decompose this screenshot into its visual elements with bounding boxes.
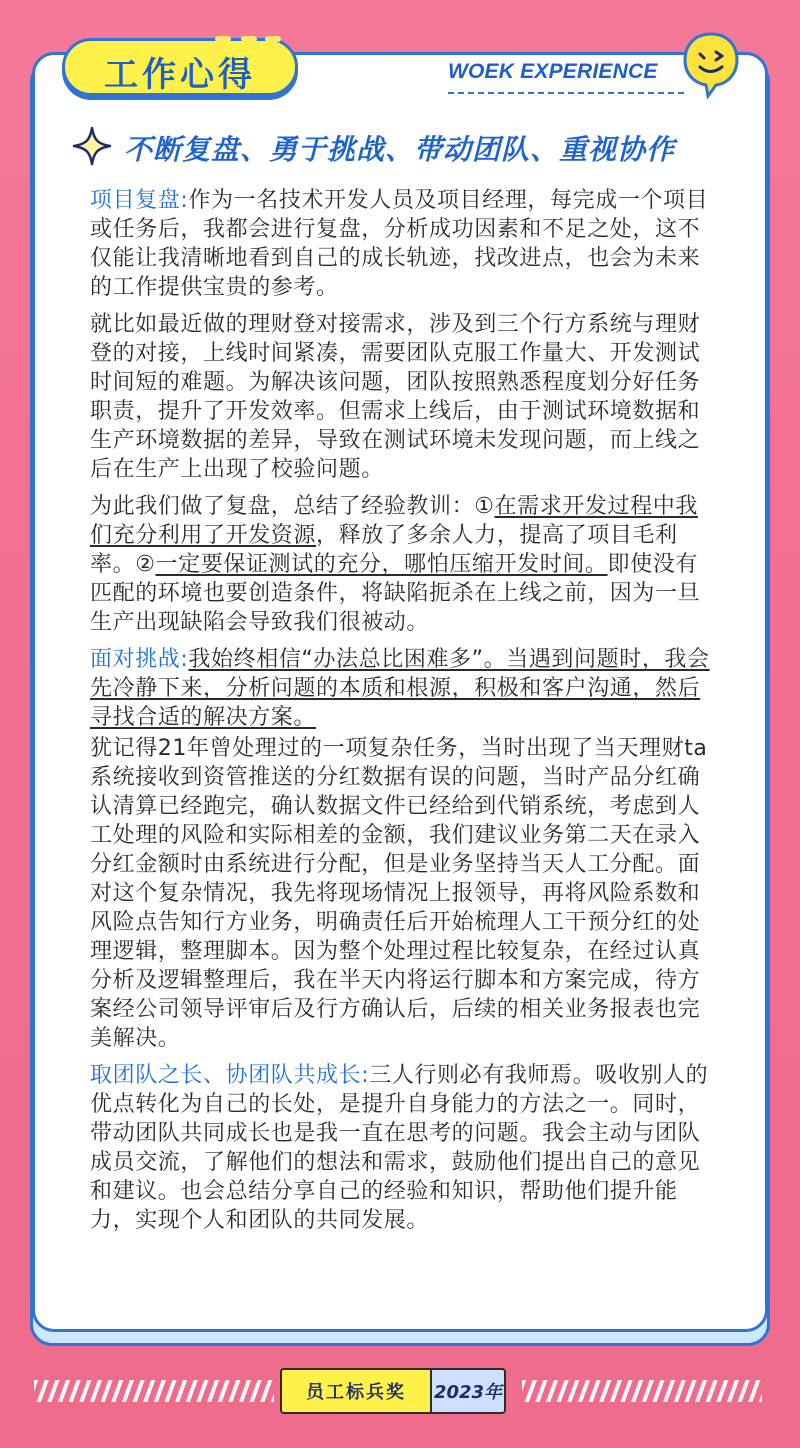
footer-stripes-right xyxy=(522,1380,762,1402)
review-paragraph-1 xyxy=(90,186,718,302)
review-underlined-2: 一定要保证测试的充分，哪怕压缩开发时间。 xyxy=(155,552,608,577)
award-badge-label: 员工标兵奖 xyxy=(282,1370,430,1412)
review-text-3a: 为此我们做了复盘，总结了经验教训：① xyxy=(90,494,495,519)
award-badge-year: 2023年 xyxy=(430,1370,504,1412)
review-text-1: 作为一名技术开发人员及项目经理，每完成一个项目或任务后，我都会进行复盘，分析成功因素和不足之处，这不仅能让我清晰地看到自己的成长轨迹，找改进点，也会为未来的工作提供宝贵的参考。 xyxy=(90,188,709,300)
headline-text: 不断复盘、勇于挑战、带动团队、重视协作 xyxy=(124,133,676,166)
review-paragraph-3 xyxy=(90,492,718,637)
title-decor-dash xyxy=(265,36,281,42)
section-label-team: 取团队之长、协团队共成长: xyxy=(90,1063,370,1088)
subtitle-dashed-underline xyxy=(448,92,684,94)
review-text-3e: 即使没有匹配的环境也要创造条件，将缺陷扼杀在上线之前，因为一旦生产出现缺陷会导致我们很被动。 xyxy=(90,552,701,635)
article-body xyxy=(90,186,718,1243)
review-underlined-1: 在需求开发过程中我们充分利用了开发资源 xyxy=(90,494,698,548)
section-label-review: 项目复盘: xyxy=(90,188,189,213)
review-text-3c: ，释放了多余人力，提高了项目毛利率。② xyxy=(90,523,678,577)
challenge-paragraph-2: 犹记得21年曾处理过的一项复杂任务，当时出现了当天理财ta系统接收到资管推送的分红数据有误的问题，当时产品分红确认清算已经跑完，确认数据文件已经给到代销系统，考虑到人工处理的风险和实际相差的金额，我们建议业务第二天在录入分红金额时由系统进行分配，但是业务坚持当天人工分配。面对这个复杂情况，我先将现场情况上报领导，再将风险系数和风险点告知行方业务，明确责任后开始梳理人工干预分红的处理逻辑，整理脚本。因为整个处理过程比较复杂，在经过认真分析及逻辑整理后，我在半天内将运行脚本和方案完成，待方案经公司领导评审后及行方确认后，后续的相关业务报表也完美解决。 xyxy=(90,736,708,1051)
footer-stripes-left xyxy=(34,1380,274,1402)
challenge-paragraph-1 xyxy=(90,645,718,732)
title-decor-dash xyxy=(241,36,257,42)
title-decor-dash xyxy=(215,36,231,42)
title-tab xyxy=(62,38,298,96)
english-subtitle: WOEK EXPERIENCE xyxy=(448,60,658,83)
team-text: 三人行则必有我师焉。吸收别人的优点转化为自己的长处，是提升自身能力的方法之一。同时，带动团队共同成长也是我一直在思考的问题。我会主动与团队成员交流，了解他们的想法和需求，鼓励他们提出自己的意见和建议。也会总结分享自己的经验和知识，帮助他们提升能力，实现个人和团队的共同发展。 xyxy=(90,1063,709,1233)
award-badge xyxy=(280,1368,506,1414)
challenge-underlined: 我始终相信“办法总比困难多”。当遇到问题时，我会先冷静下来，分析问题的本质和根源，积极和客户沟通，然后寻找合适的解决方案。 xyxy=(90,647,710,730)
sparkle-icon xyxy=(72,126,112,166)
section-label-challenge: 面对挑战: xyxy=(90,647,189,672)
smiley-icon xyxy=(682,30,740,100)
team-paragraph xyxy=(90,1061,718,1235)
review-paragraph-2: 就比如最近做的理财登对接需求，涉及到三个行方系统与理财登的对接，上线时间紧凑，需要团队克服工作量大、开发测试时间短的难题。为解决该问题，团队按照熟悉程度划分好任务职责，提升了开发效率。但需求上线后，由于测试环境数据和生产环境数据的差异，导致在测试环境未发现问题，而上线之后在生产上出现了校验问题。 xyxy=(90,312,701,482)
headline xyxy=(72,126,752,166)
page-title: 工作心得 xyxy=(104,55,256,95)
